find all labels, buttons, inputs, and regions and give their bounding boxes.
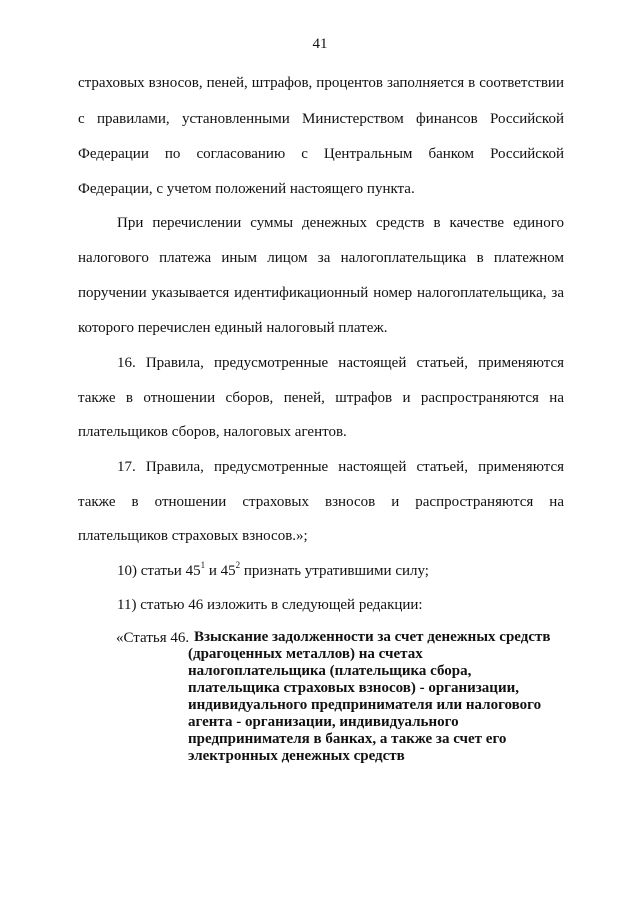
- article-title-line: предпринимателя в банках, а также за счет его: [188, 731, 507, 747]
- text-line: поручении указывается идентификационный номер налогоплательщика, за: [78, 285, 564, 301]
- article-title-line: индивидуального предпринимателя или налогового: [188, 697, 542, 713]
- article-title-line: электронных денежных средств: [188, 748, 405, 764]
- article-title-line: (драгоценных металлов) на счетах: [188, 646, 423, 662]
- text-line: которого перечислен единый налоговый платеж.: [78, 320, 388, 336]
- item-10-suffix: признать утратившими силу;: [240, 563, 429, 579]
- text-line: плательщиков страховых взносов.»;: [78, 528, 308, 544]
- item-10-sup2: 2: [235, 560, 241, 570]
- text-line: 16. Правила, предусмотренные настоящей статьей, применяются: [117, 355, 564, 371]
- text-line: При перечислении суммы денежных средств в качестве единого: [117, 215, 564, 231]
- article-title-line: Взыскание задолженности за счет денежных средств: [194, 629, 551, 645]
- text-line: Федерации по согласованию с Центральным банком Российской: [78, 146, 564, 162]
- text-line: Федерации, с учетом положений настоящего пункта.: [78, 181, 415, 197]
- article-title-line: плательщика страховых взносов) - организации,: [188, 680, 519, 696]
- item-10-mid: и 45: [205, 563, 236, 579]
- text-line: также в отношении страховых взносов и распространяются на: [78, 494, 564, 510]
- article-title-line: агента - организации, индивидуального: [188, 714, 459, 730]
- item-10-sup1: 1: [200, 560, 206, 570]
- text-line: страховых взносов, пеней, штрафов, процентов заполняется в соответствии: [78, 75, 564, 91]
- page-number: 41: [312, 36, 328, 52]
- text-line: с правилами, установленными Министерством финансов Российской: [78, 111, 564, 127]
- text-line: также в отношении сборов, пеней, штрафов и распространяются на: [78, 390, 564, 406]
- item-11: 11) статью 46 изложить в следующей редакции:: [117, 597, 423, 613]
- item-10: [117, 562, 564, 580]
- item-10-prefix: 10) статьи 45: [117, 563, 201, 579]
- article-title: [188, 629, 564, 765]
- article-title-line: налогоплательщика (плательщика сбора,: [188, 663, 472, 679]
- article-label: «Статья 46.: [116, 630, 190, 646]
- text-line: 17. Правила, предусмотренные настоящей статьей, применяются: [117, 459, 564, 475]
- text-line: плательщиков сборов, налоговых агентов.: [78, 424, 347, 440]
- text-line: налогового платежа иным лицом за налогоплательщика в платежном: [78, 250, 564, 266]
